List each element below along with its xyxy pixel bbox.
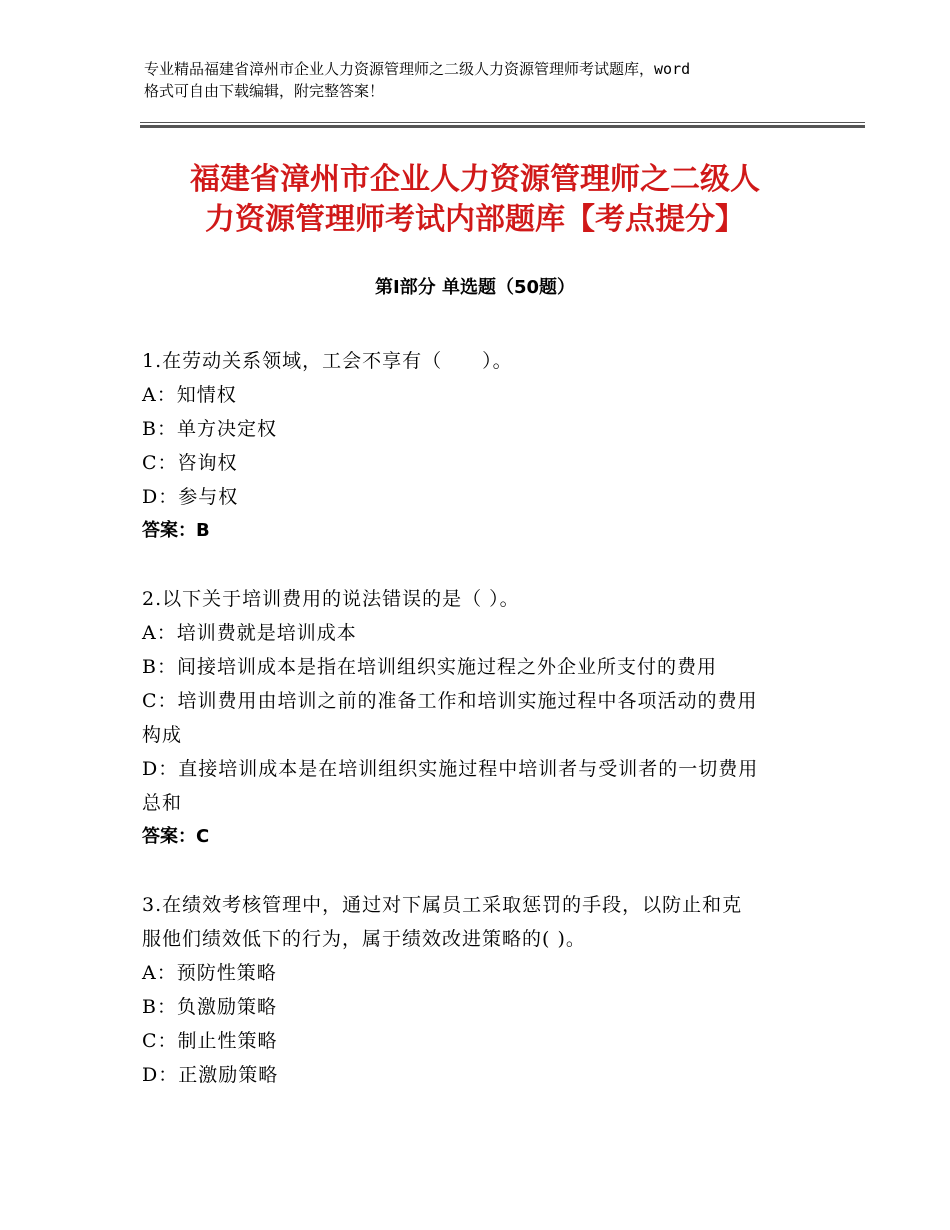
option-line: A：知情权 — [142, 384, 237, 406]
answer-label: 答案：C — [142, 826, 210, 847]
question-stem-line: 3.在绩效考核管理中，通过对下属员工采取惩罚的手段，以防止和克 — [142, 894, 743, 916]
answer-label: 答案：B — [142, 520, 210, 541]
header-divider-thick — [140, 125, 865, 128]
option-line: B：负激励策略 — [142, 996, 277, 1018]
question-3 — [142, 888, 807, 1092]
option-line: 总和 — [142, 792, 183, 814]
question-2 — [142, 582, 807, 854]
option-line: D：参与权 — [142, 486, 239, 508]
option-line: C：培训费用由培训之前的准备工作和培训实施过程中各项活动的费用 — [142, 690, 758, 712]
document-title-line-1: 福建省漳州市企业人力资源管理师之二级人 — [190, 162, 760, 197]
option-line: D：直接培训成本是在培训组织实施过程中培训者与受训者的一切费用 — [142, 758, 759, 780]
document-title — [140, 160, 810, 240]
option-line: B：间接培训成本是指在培训组织实施过程之外企业所支付的费用 — [142, 656, 717, 678]
question-1 — [142, 344, 807, 548]
question-stem-line: 2.以下关于培训费用的说法错误的是（ ）。 — [142, 588, 520, 610]
header-note-line-1: 专业精品福建省漳州市企业人力资源管理师之二级人力资源管理师考试题库，word — [144, 60, 691, 78]
question-stem-line: 1.在劳动关系领域，工会不享有（ ）。 — [142, 350, 513, 372]
document-title-line-2: 力资源管理师考试内部题库【考点提分】 — [205, 202, 745, 237]
option-line: B：单方决定权 — [142, 418, 277, 440]
section-title: 第Ⅰ部分 单选题（50题） — [374, 277, 575, 298]
header-divider-thin — [140, 122, 865, 123]
question-stem-line: 服他们绩效低下的行为，属于绩效改进策略的( )。 — [142, 928, 586, 950]
header-note — [144, 58, 824, 102]
option-line: C：咨询权 — [142, 452, 238, 474]
option-line: A：预防性策略 — [142, 962, 277, 984]
question-list — [142, 344, 807, 1126]
option-line: D：正激励策略 — [142, 1064, 279, 1086]
option-line: 构成 — [142, 724, 183, 746]
option-line: C：制止性策略 — [142, 1030, 278, 1052]
option-line: A：培训费就是培训成本 — [142, 622, 357, 644]
header-note-line-2: 格式可自由下载编辑，附完整答案！ — [144, 82, 385, 100]
